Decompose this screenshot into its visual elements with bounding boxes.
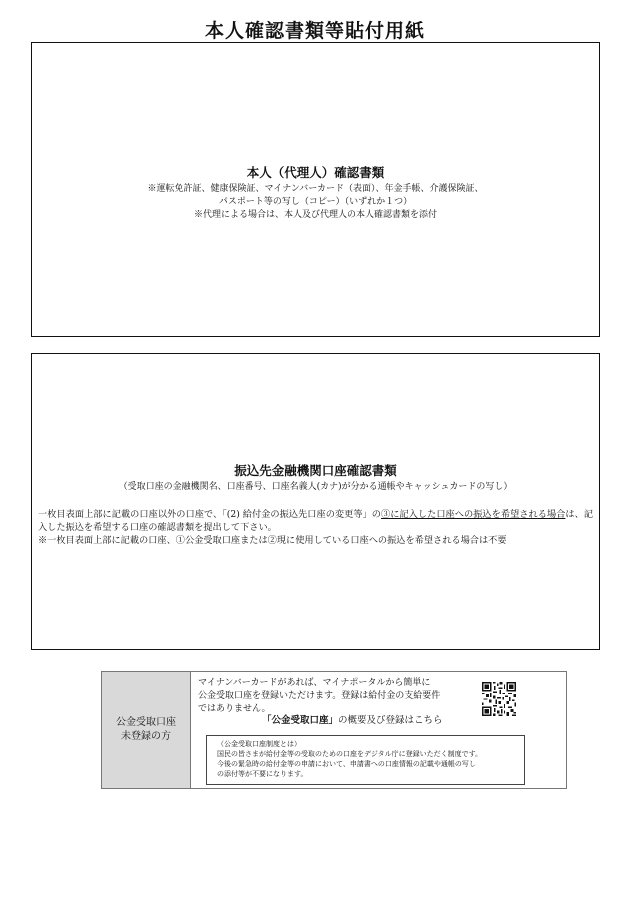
info-text-line-1: マイナンバーカードがあれば、マイナポータルから簡単に <box>198 678 431 688</box>
info-description <box>198 677 470 716</box>
info-label-line-2: 未登録の方 <box>121 731 171 742</box>
system-explanation-box <box>206 735 525 785</box>
overview-rest: の概要及び登録はこちら <box>338 715 443 726</box>
bank-document-instructions <box>32 461 599 547</box>
system-line-2: 今後の緊急時の給付金等の申請において、申請書への口座情報の記載や通帳の写し <box>217 760 476 768</box>
info-content-cell <box>191 672 566 788</box>
identity-document-heading: 本人（代理人）確認書類 <box>246 165 385 180</box>
bank-document-paragraph <box>32 508 599 534</box>
identity-document-note-1: ※運転免許証、健康保険証、マイナンバーカード（表面）、年金手帳、介護保険証、 <box>147 184 484 194</box>
bank-document-subheading: （受取口座の金融機関名、口座番号、口座名義人(カナ)が分かる通帳やキャッシュカードの写し） <box>118 482 513 492</box>
paragraph-text-2: は、記入した振込を希望する口座の確認書類を提出して下さい。 <box>38 509 594 533</box>
bank-document-paste-area <box>31 353 600 650</box>
overview-bold: 「公金受取口座」 <box>262 715 339 726</box>
identity-document-instructions <box>32 163 599 222</box>
info-label-cell <box>102 672 191 788</box>
identity-document-note-3: ※代理による場合は、本人及び代理人の本人確認書類を添付 <box>193 210 437 220</box>
info-text-line-2: 公金受取口座を登録いただけます。登録は給付金の支給要件 <box>198 691 441 701</box>
info-text-line-3: ではありません。 <box>198 704 271 714</box>
overview-link[interactable] <box>262 712 443 726</box>
system-line-1: 国民の皆さまが給付金等の受取のための口座をデジタル庁に登録いただく制度です。 <box>217 750 483 758</box>
identity-document-paste-area <box>31 42 600 337</box>
public-account-info-box <box>101 671 567 789</box>
system-title: （公金受取口座制度とは） <box>217 740 301 748</box>
bank-document-heading: 振込先金融機関口座確認書類 <box>234 463 397 478</box>
system-line-3: の添付等が不要になります。 <box>217 770 308 778</box>
qr-code-icon[interactable] <box>482 682 516 716</box>
paragraph-text-1: 一枚目表面上部に記載の口座以外の口座で、「(2) 給付金の振込先口座の変更等」の <box>38 509 382 520</box>
identity-document-note-2: パスポート等の写し（コピー）（いずれか１つ） <box>218 197 413 207</box>
page-title: 本人確認書類等貼付用紙 <box>204 20 425 42</box>
bank-document-note: ※一枚目表面上部に記載の口座、①公金受取口座または②現に使用している口座への振込を希望される場合は不要 <box>38 535 507 546</box>
paragraph-underlined-text: ③に記入した口座への振込を希望される場合 <box>381 509 566 520</box>
info-label-line-1: 公金受取口座 <box>116 717 176 728</box>
